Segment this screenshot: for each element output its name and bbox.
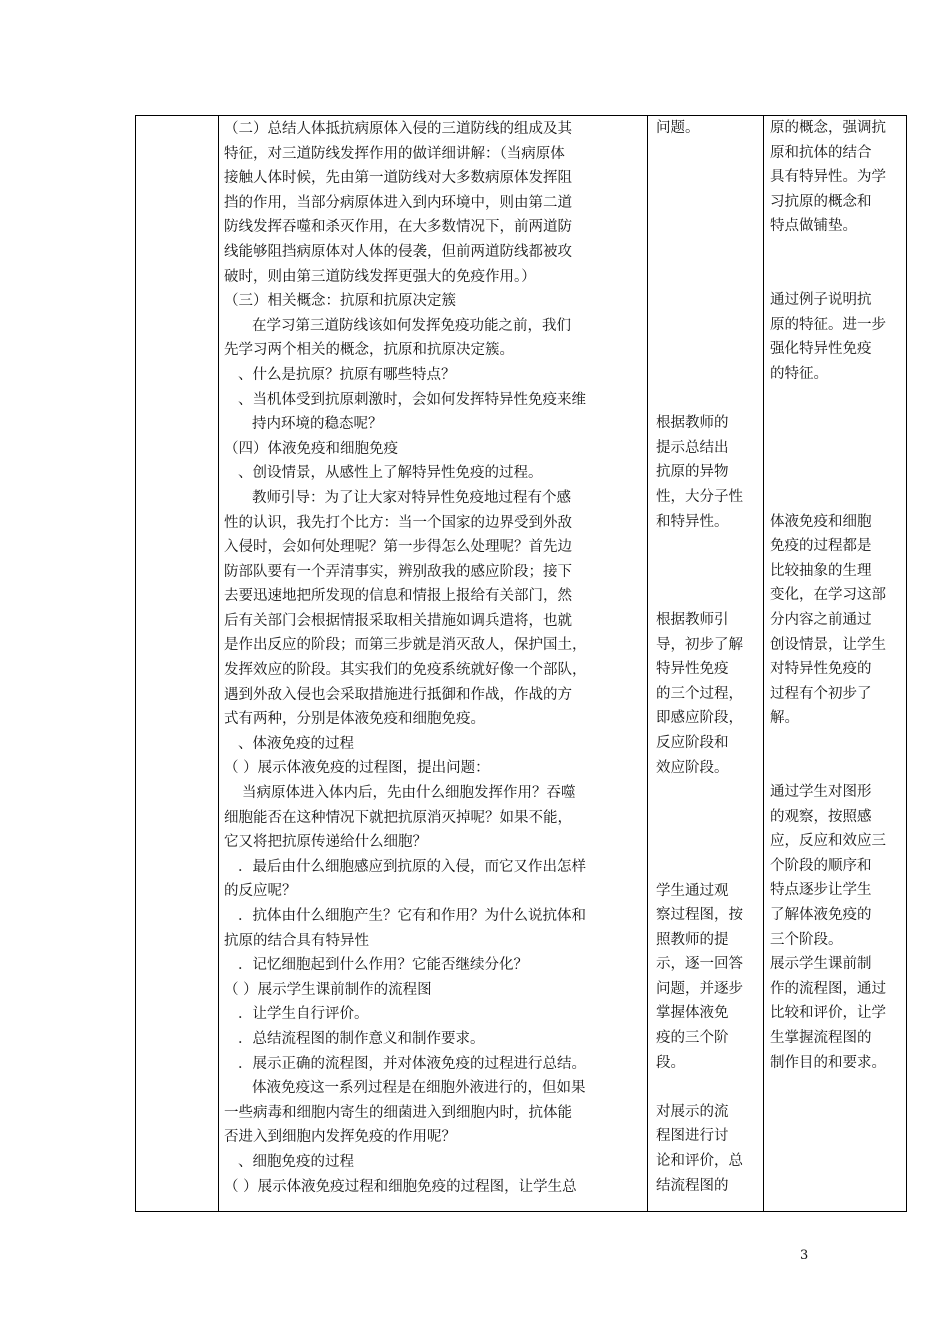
text-line: 、什么是抗原？抗原有哪些特点？ xyxy=(238,366,456,383)
student-activity-line: 根据教师的 xyxy=(656,415,729,432)
student-activity-line: 论和评价，总 xyxy=(656,1153,743,1170)
text-line: 后有关部门会根据情报采取相关措施如调兵遣将，也就 xyxy=(224,612,572,629)
text-line: 、体液免疫的过程 xyxy=(238,735,354,752)
text-line: 发挥效应的阶段。其实我们的免疫系统就好像一个部队， xyxy=(224,662,587,679)
column-divider xyxy=(218,116,219,1211)
student-activity-line: 疫的三个阶 xyxy=(656,1030,729,1047)
spacer xyxy=(656,534,760,608)
student-activity-line: 照教师的提 xyxy=(656,931,729,948)
spacer xyxy=(656,780,760,878)
student-activity-line: 问题，并逐步 xyxy=(656,980,743,997)
text-line: 去要迅速地把所发现的信息和情报上报给有关部门，然 xyxy=(224,588,572,605)
design-intent-line: 对特异性免疫的 xyxy=(770,661,872,678)
student-activity-line: 导，初步了解 xyxy=(656,636,743,653)
student-activity-line: 程图进行讨 xyxy=(656,1128,729,1145)
student-activity-line: 学生通过观 xyxy=(656,882,729,899)
text-line: 教师引导：为了让大家对特异性免疫地过程有个感 xyxy=(252,489,571,506)
lesson-plan-table xyxy=(135,115,907,1212)
text-line: （二）总结人体抵抗病原体入侵的三道防线的组成及其 xyxy=(224,121,572,137)
spacer xyxy=(656,1075,760,1100)
design-intent-line: 特点做铺垫。 xyxy=(770,218,857,235)
text-line: 破时，则由第三道防线发挥更强大的免疫作用。） xyxy=(224,268,536,285)
text-line: 挡的作用，当部分病原体进入到内环境中，则由第二道 xyxy=(224,194,572,211)
design-intent-line: 生掌握流程图的 xyxy=(770,1030,872,1046)
text-line: 先学习两个相关的概念，抗原和抗原决定簇。 xyxy=(224,342,514,359)
design-intent-line: 比较抽象的生理 xyxy=(770,562,872,579)
page-number: 3 xyxy=(800,1248,809,1263)
student-activity-line: 对展示的流 xyxy=(656,1103,729,1120)
design-intent-line: 过程有个初步了 xyxy=(770,685,872,702)
text-line: 的反应呢？ xyxy=(224,883,297,900)
student-activity-line: 结流程图的 xyxy=(656,1177,729,1194)
spacer xyxy=(770,387,902,510)
text-line: （ ）展示体液免疫的过程图，提出问题： xyxy=(224,760,490,777)
design-intent-line: 通过学生对图形 xyxy=(770,784,872,801)
text-line: 性的认识，我先打个比方：当一个国家的边界受到外敌 xyxy=(224,514,572,531)
design-intent-line: 习抗原的概念和 xyxy=(770,193,872,210)
student-activity-line: 性，大分子性 xyxy=(656,488,743,505)
student-activity-line: 掌握体液免 xyxy=(656,1005,729,1022)
text-line: 遇到外敌入侵也会采取措施进行抵御和作战，作战的方 xyxy=(224,686,572,703)
text-line: 特征，对三道防线发挥作用的做详细讲解：（当病原体 xyxy=(224,145,565,162)
text-line: （三）相关概念：抗原和抗原决定簇 xyxy=(224,293,456,310)
text-line: 防部队要有一个弄清事实，辨别敌我的感应阶段；接下 xyxy=(224,563,572,580)
text-line: ．让学生自行评价。 xyxy=(238,1006,369,1023)
design-intent-line: 体液免疫和细胞 xyxy=(770,513,872,530)
student-activity-line: 根据教师引 xyxy=(656,611,729,628)
student-activity-line: 的三个过程， xyxy=(656,685,743,702)
design-intent-line: 强化特异性免疫 xyxy=(770,341,872,358)
text-line: ．最后由什么细胞感应到抗原的入侵，而它又作出怎样 xyxy=(238,858,586,875)
student-activity-line: 特异性免疫 xyxy=(656,661,729,678)
text-line: ．记忆细胞起到什么作用？它能否继续分化？ xyxy=(238,957,528,974)
design-intent-line: 分内容之前通过 xyxy=(770,611,872,628)
design-intent-line: 变化，在学习这部 xyxy=(770,587,886,604)
text-line: 当病原体进入体内后，先由什么细胞发挥作用？吞噬 xyxy=(242,785,576,802)
design-intent-line: 个阶段的顺序和 xyxy=(770,857,872,874)
teaching-process-cell xyxy=(224,116,642,1199)
design-intent-line: 的观察，按照感 xyxy=(770,808,872,825)
column-divider xyxy=(647,116,648,1211)
student-activity-line: 和特异性。 xyxy=(656,513,729,530)
student-activity-line: 效应阶段。 xyxy=(656,759,729,776)
spacer xyxy=(770,731,902,780)
student-activity-line: 察过程图，按 xyxy=(656,907,743,924)
design-intent-line: 具有特异性。为学 xyxy=(770,169,886,186)
text-line: ．展示正确的流程图，并对体液免疫的过程进行总结。 xyxy=(238,1055,586,1072)
student-activity-line: 问题。 xyxy=(656,120,700,136)
text-line: 它又将把抗原传递给什么细胞？ xyxy=(224,834,427,851)
design-intent-line: 原的概念，强调抗 xyxy=(770,120,886,136)
text-line: 防线发挥吞噬和杀灭作用，在大多数情况下，前两道防 xyxy=(224,219,572,236)
design-intent-line: 创设情景，让学生 xyxy=(770,636,886,653)
design-intent-line: 原的特征。进一步 xyxy=(770,316,886,333)
text-line: ．总结流程图的制作意义和制作要求。 xyxy=(238,1030,485,1047)
design-intent-line: 展示学生课前制 xyxy=(770,956,872,973)
text-line: 体液免疫这一系列过程是在细胞外液进行的，但如果 xyxy=(252,1080,586,1097)
student-activity-line: 示，逐一回答 xyxy=(656,956,743,973)
spacer xyxy=(770,239,902,288)
text-line: （四）体液免疫和细胞免疫 xyxy=(224,440,398,457)
design-intent-line: 应，反应和效应三 xyxy=(770,833,886,850)
text-line: 持内环境的稳态呢？ xyxy=(252,416,383,433)
spacer xyxy=(656,141,760,412)
text-line: 、创设情景，从感性上了解特异性免疫的过程。 xyxy=(238,465,543,482)
design-intent-line: 作的流程图，通过 xyxy=(770,980,886,997)
student-activity-cell xyxy=(656,116,760,1198)
text-line: 入侵时，会如何处理呢？第一步得怎么处理呢？首先边 xyxy=(224,539,572,556)
text-line: （ ）展示学生课前制作的流程图 xyxy=(224,981,432,998)
design-intent-line: 特点逐步让学生 xyxy=(770,882,872,899)
design-intent-cell xyxy=(770,116,902,1075)
text-line: （ ）展示体液免疫过程和细胞免疫的过程图，让学生总 xyxy=(224,1178,577,1195)
student-activity-line: 抗原的异物 xyxy=(656,464,729,481)
student-activity-line: 反应阶段和 xyxy=(656,734,729,751)
design-intent-line: 通过例子说明抗 xyxy=(770,292,872,309)
design-intent-line: 的特征。 xyxy=(770,365,828,382)
text-line: 、当机体受到抗原刺激时，会如何发挥特异性免疫来维 xyxy=(238,391,586,408)
text-line: 线能够阻挡病原体对人体的侵袭，但前两道防线都被攻 xyxy=(224,243,572,260)
text-line: 抗原的结合具有特异性 xyxy=(224,932,369,949)
text-line: 一些病毒和细胞内寄生的细菌进入到细胞内时，抗体能 xyxy=(224,1104,572,1121)
design-intent-line: 原和抗体的结合 xyxy=(770,144,872,161)
design-intent-line: 比较和评价，让学 xyxy=(770,1005,886,1022)
design-intent-line: 制作目的和要求。 xyxy=(770,1054,886,1071)
text-line: 接触人体时候，先由第一道防线对大多数病原体发挥阻 xyxy=(224,170,572,187)
text-line: 、细胞免疫的过程 xyxy=(238,1153,354,1170)
design-intent-line: 三个阶段。 xyxy=(770,931,843,948)
student-activity-line: 段。 xyxy=(656,1054,685,1071)
text-line: ．抗体由什么细胞产生？它有和作用？为什么说抗体和 xyxy=(238,908,586,924)
text-line: 是作出反应的阶段；而第三步就是消灭敌人，保护国土， xyxy=(224,637,587,654)
text-line: 在学习第三道防线该如何发挥免疫功能之前，我们 xyxy=(252,317,571,334)
text-line: 否进入到细胞内发挥免疫的作用呢？ xyxy=(224,1129,456,1146)
column-divider xyxy=(763,116,764,1211)
design-intent-line: 免疫的过程都是 xyxy=(770,538,872,555)
text-line: 式有两种，分别是体液免疫和细胞免疫。 xyxy=(224,711,485,728)
text-line: 细胞能否在这种情况下就把抗原消灭掉呢？如果不能， xyxy=(224,809,572,826)
student-activity-line: 即感应阶段， xyxy=(656,710,743,727)
design-intent-line: 解。 xyxy=(770,710,799,727)
student-activity-line: 提示总结出 xyxy=(656,439,729,456)
design-intent-line: 了解体液免疫的 xyxy=(770,907,872,924)
